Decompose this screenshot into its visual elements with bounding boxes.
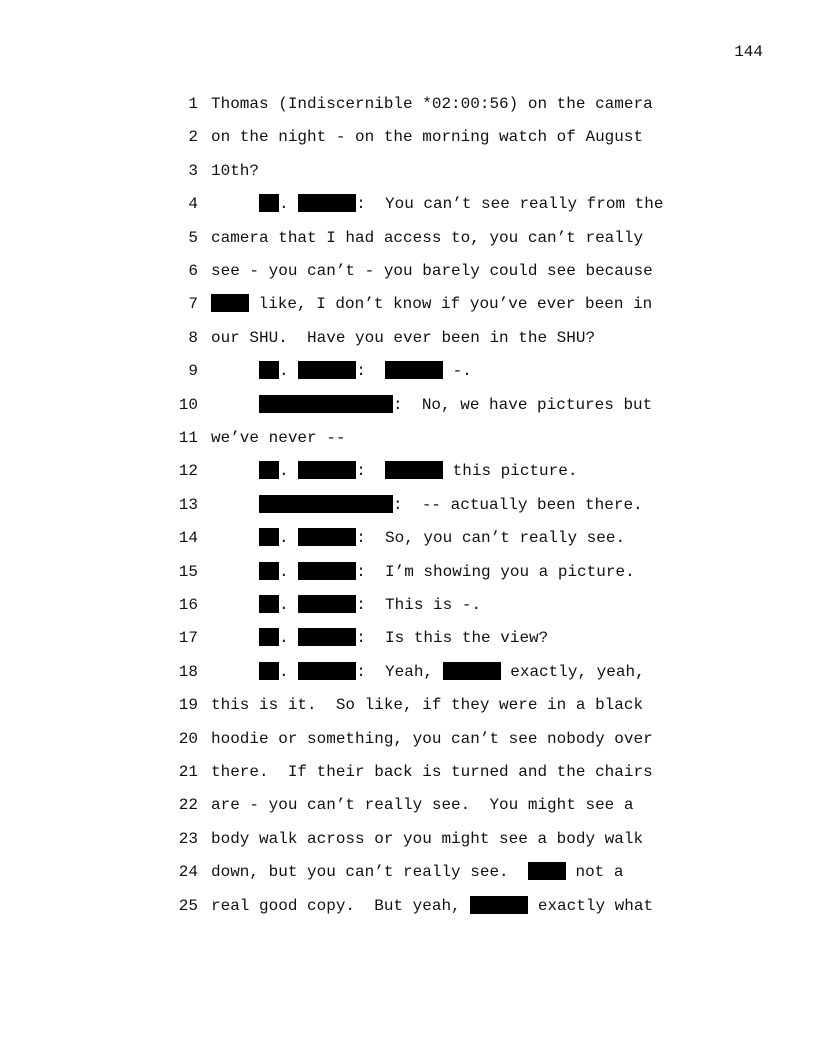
line-number: 25: [178, 896, 198, 915]
line-number: 22: [178, 796, 198, 815]
transcript-line-11: [0, 427, 816, 451]
redaction-box: [259, 461, 279, 479]
line-text: . : this picture.: [211, 460, 577, 482]
line-text: 10th?: [211, 161, 260, 180]
redaction-box: [385, 461, 443, 479]
line-text: Thomas (Indiscernible *02:00:56) on the camera: [211, 95, 653, 113]
line-text: : -- actually been there.: [211, 494, 643, 516]
transcript-line-4: [0, 193, 816, 217]
line-text: . : You can’t see really from the: [211, 193, 663, 215]
transcript-line-23: [0, 828, 816, 852]
redaction-box: [259, 628, 279, 646]
transcript-line-8: [0, 327, 816, 351]
line-text: body walk across or you might see a body walk: [211, 829, 644, 848]
line-text: see - you can’t - you barely could see because: [211, 262, 653, 280]
line-text: . : I’m showing you a picture.: [211, 561, 635, 583]
redaction-box: [259, 395, 393, 413]
transcript-line-10: [0, 394, 816, 418]
line-text: real good copy. But yeah, exactly what: [211, 896, 654, 915]
redaction-box: [298, 595, 356, 613]
line-text: . : So, you can’t really see.: [211, 527, 625, 549]
transcript-line-12: [0, 460, 816, 484]
line-text: this is it. So like, if they were in a black: [211, 696, 644, 715]
redaction-box: [259, 595, 279, 613]
line-number: 7: [188, 295, 198, 314]
line-number: 10: [178, 395, 198, 414]
line-text: there. If their back is turned and the chairs: [211, 763, 653, 781]
transcript-line-25: [0, 895, 816, 919]
redaction-box: [470, 896, 528, 914]
line-text: on the night - on the morning watch of August: [211, 128, 644, 147]
redaction-box: [385, 361, 443, 379]
line-text: our SHU. Have you ever been in the SHU?: [211, 328, 596, 347]
redaction-box: [259, 194, 279, 212]
line-text: down, but you can’t really see. not a: [211, 863, 624, 882]
transcript-line-5: [0, 227, 816, 251]
line-number: 6: [188, 262, 198, 280]
redaction-box: [298, 361, 356, 379]
line-number: 24: [178, 863, 198, 882]
line-text: . : Is this the view?: [211, 627, 548, 649]
line-number: 17: [178, 629, 198, 648]
line-number: 21: [178, 763, 198, 781]
transcript-line-18: [0, 661, 816, 685]
transcript-line-20: [0, 728, 816, 752]
redaction-box: [528, 862, 566, 880]
line-number: 5: [188, 228, 198, 247]
line-number: 19: [178, 696, 198, 715]
line-text: hoodie or something, you can’t see nobody over: [211, 729, 653, 748]
redaction-box: [211, 294, 249, 312]
line-text: . : This is -.: [211, 594, 481, 616]
line-number: 3: [188, 161, 198, 180]
line-text: . : Yeah, exactly, yeah,: [211, 661, 645, 683]
line-number: 15: [178, 562, 198, 581]
transcript-line-7: [0, 293, 816, 317]
transcript-line-1: [0, 93, 816, 117]
line-number: 4: [188, 195, 198, 214]
page-number: 144: [734, 43, 763, 61]
redaction-box: [259, 662, 279, 680]
line-number: 20: [178, 729, 198, 748]
line-text: camera that I had access to, you can’t really: [211, 228, 644, 247]
transcript-line-13: [0, 494, 816, 518]
transcript-line-21: [0, 761, 816, 785]
line-text: : No, we have pictures but: [211, 394, 652, 416]
line-number: 2: [188, 128, 198, 147]
line-number: 12: [178, 462, 198, 481]
transcript-line-9: [0, 360, 816, 384]
transcript-line-24: [0, 861, 816, 885]
transcript-line-17: [0, 627, 816, 651]
redaction-box: [443, 662, 501, 680]
redaction-box: [298, 461, 356, 479]
redaction-box: [259, 361, 279, 379]
redaction-box: [298, 662, 356, 680]
line-text: we’ve never --: [211, 429, 346, 447]
line-number: 18: [178, 662, 198, 681]
line-number: 1: [188, 95, 198, 113]
line-number: 13: [178, 495, 198, 514]
line-text: . : -.: [211, 360, 472, 382]
transcript-line-6: [0, 260, 816, 284]
redaction-box: [298, 528, 356, 546]
redaction-box: [298, 628, 356, 646]
line-number: 9: [188, 362, 198, 381]
line-number: 14: [178, 529, 198, 548]
redaction-box: [259, 495, 393, 513]
transcript-line-22: [0, 794, 816, 818]
redaction-box: [298, 562, 356, 580]
redaction-box: [259, 528, 279, 546]
line-text: like, I don’t know if you’ve ever been in: [211, 293, 652, 315]
transcript-line-19: [0, 694, 816, 718]
transcript-line-14: [0, 527, 816, 551]
redaction-box: [298, 194, 356, 212]
line-number: 23: [178, 829, 198, 848]
redaction-box: [259, 562, 279, 580]
line-number: 11: [178, 429, 198, 447]
line-text: are - you can’t really see. You might see a: [211, 796, 634, 815]
line-number: 8: [188, 328, 198, 347]
transcript-line-15: [0, 561, 816, 585]
transcript-line-3: [0, 160, 816, 184]
transcript-line-16: [0, 594, 816, 618]
line-number: 16: [178, 596, 198, 614]
transcript-line-2: [0, 126, 816, 150]
